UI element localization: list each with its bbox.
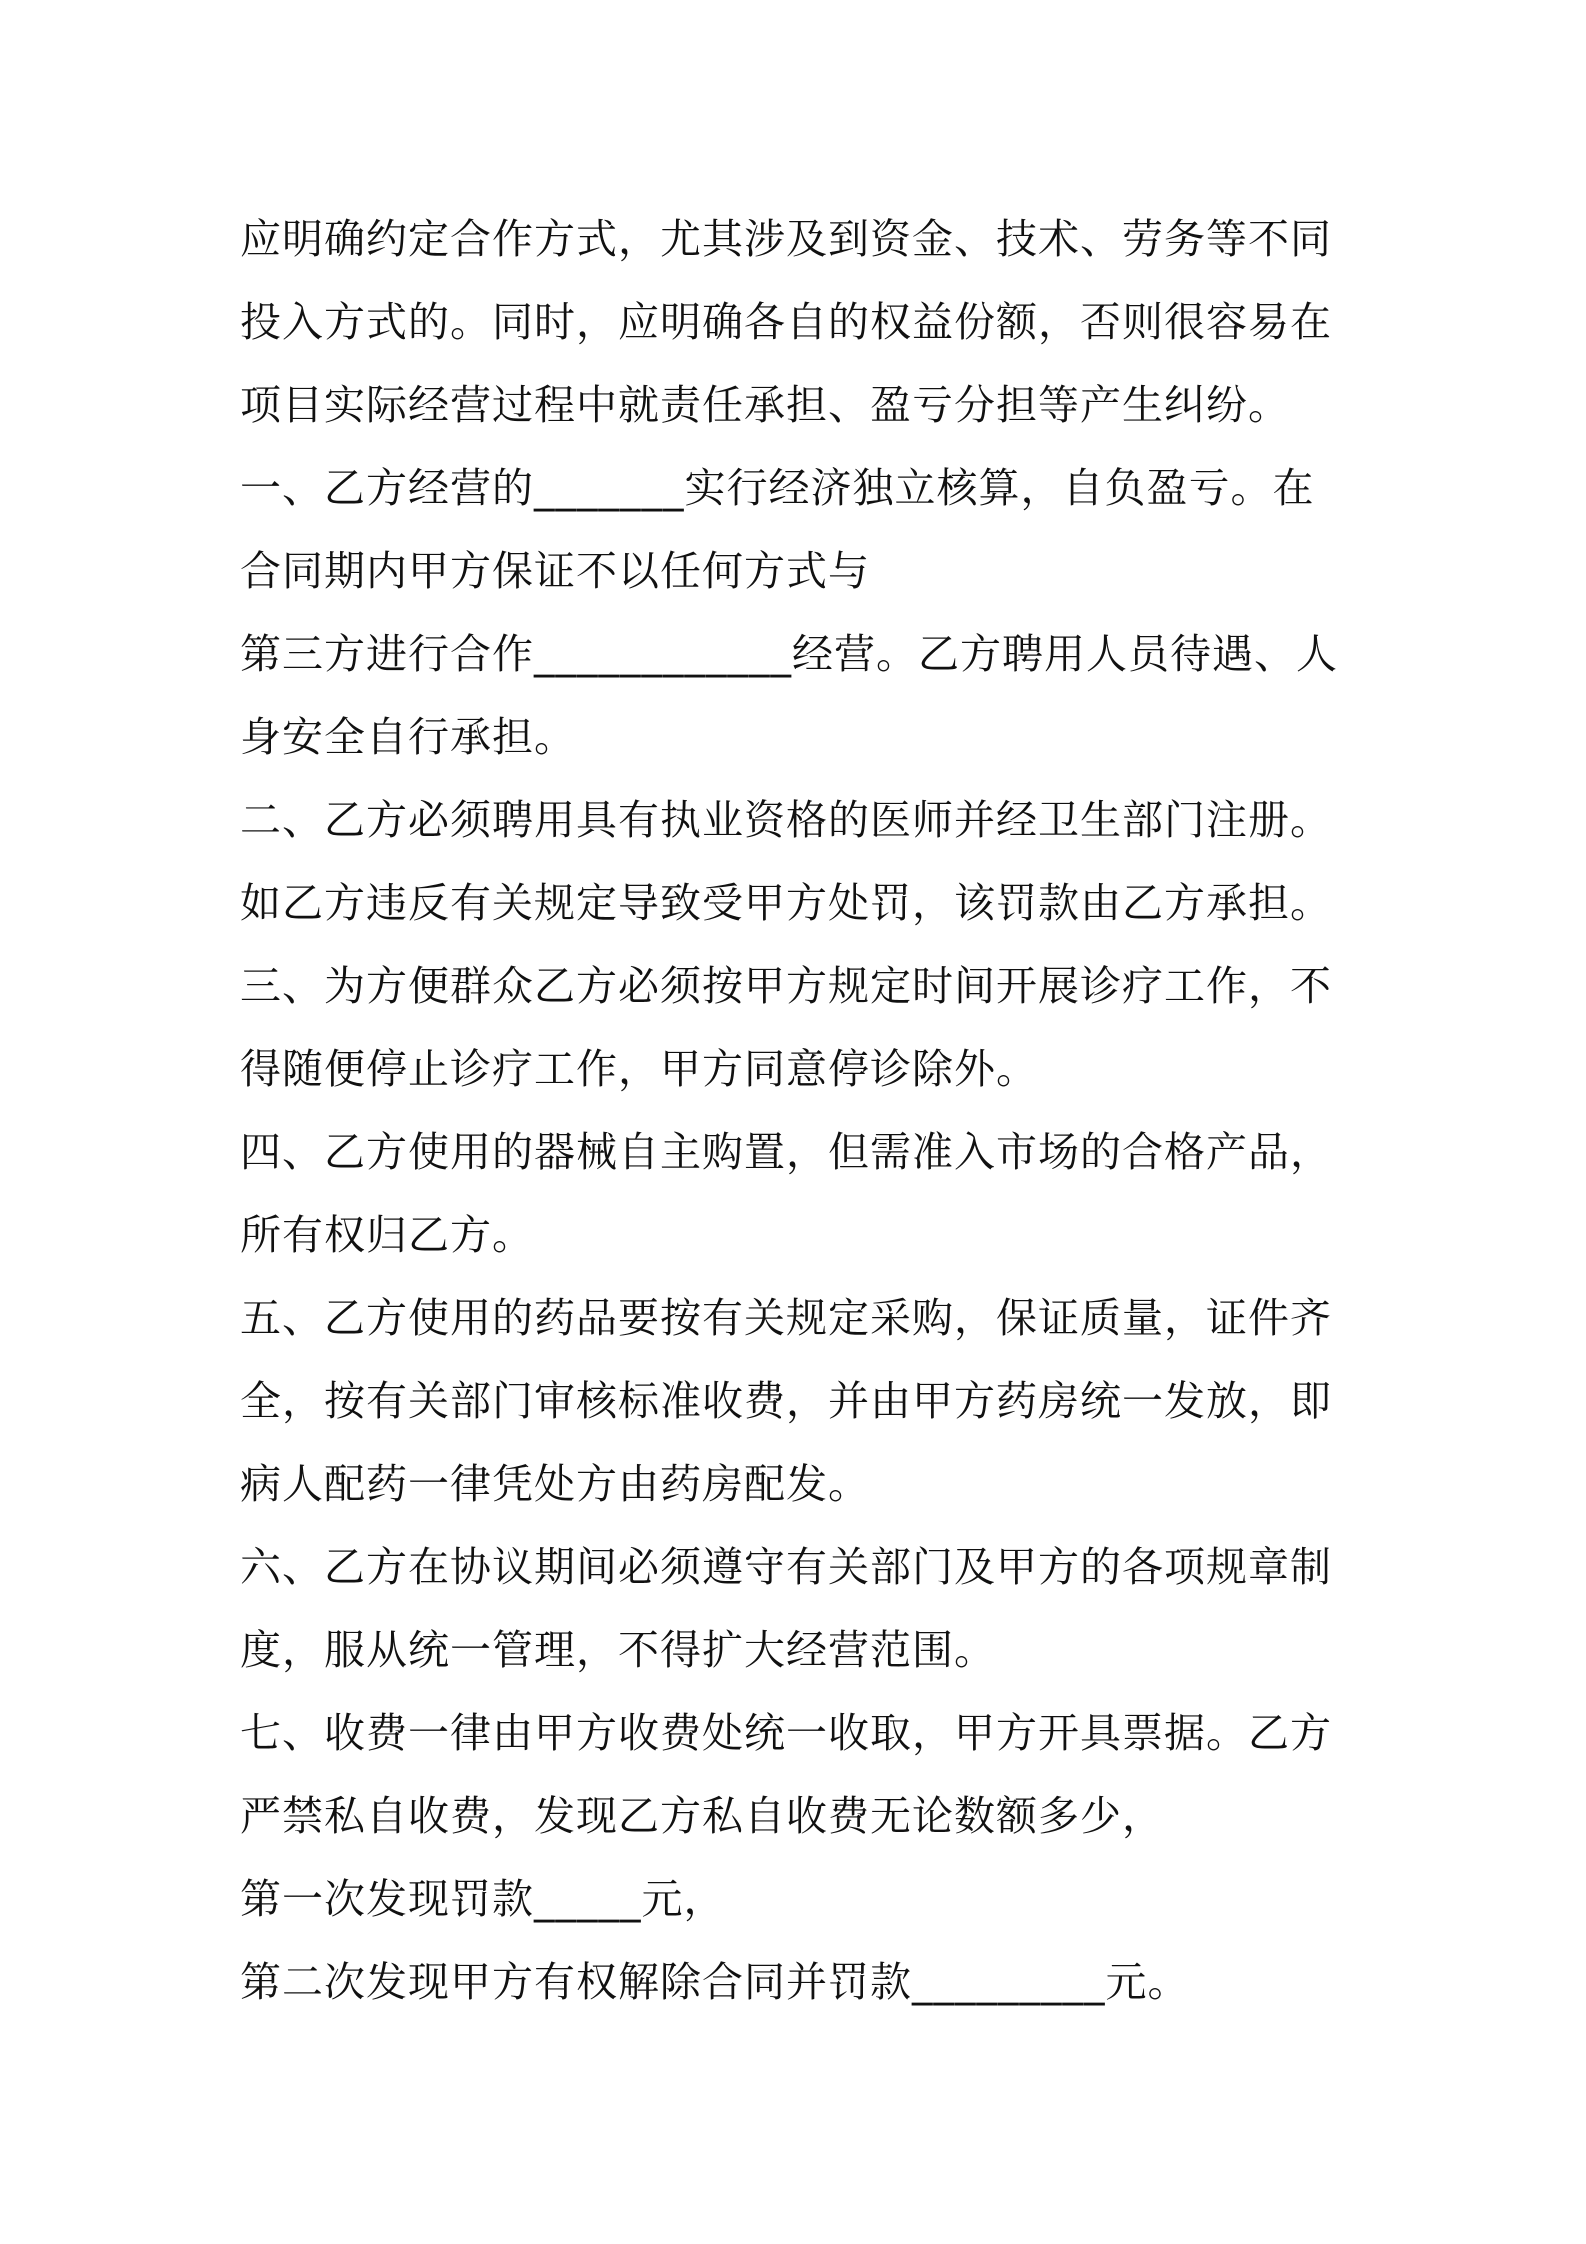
paragraph-clause-1: 一、乙方经营的_______实行经济独立核算，自负盈亏。在合同期内甲方保证不以任何方式与 [240, 464, 1315, 595]
paragraph-clause-4: 四、乙方使用的器械自主购置，但需准入市场的合格产品，所有权归乙方。 [240, 1128, 1332, 1259]
paragraph-clause-2: 二、乙方必须聘用具有执业资格的医师并经卫生部门注册。如乙方违反有关规定导致受甲方处罚，该罚款由乙方承担。 [240, 796, 1332, 927]
paragraph-clause-3: 三、为方便群众乙方必须按甲方规定时间开展诊疗工作，不得随便停止诊疗工作，甲方同意停诊除外。 [240, 962, 1332, 1093]
paragraph-second-fine: 第二次发现甲方有权解除合同并罚款_________元。 [240, 1958, 1190, 2006]
paragraph-clause-6: 六、乙方在协议期间必须遵守有关部门及甲方的各项规章制度，服从统一管理，不得扩大经营范围。 [240, 1543, 1332, 1674]
paragraph-clause-7: 七、收费一律由甲方收费处统一收取，甲方开具票据。乙方严禁私自收费，发现乙方私自收费无论数额多少， [240, 1709, 1332, 1840]
paragraph-intro: 应明确约定合作方式，尤其涉及到资金、技术、劳务等不同投入方式的。同时，应明确各自的权益份额，否则很容易在项目实际经营过程中就责任承担、盈亏分担等产生纠纷。 [240, 215, 1332, 429]
paragraph-clause-5: 五、乙方使用的药品要按有关规定采购，保证质量，证件齐全，按有关部门审核标准收费，并由甲方药房统一发放，即病人配药一律凭处方由药房配发。 [240, 1294, 1332, 1508]
paragraph-first-fine: 第一次发现罚款_____元， [240, 1875, 726, 1923]
paragraph-clause-1-continued: 第三方进行合作____________经营。乙方聘用人员待遇、人身安全自行承担。 [240, 630, 1338, 761]
document-body [240, 198, 1350, 2024]
